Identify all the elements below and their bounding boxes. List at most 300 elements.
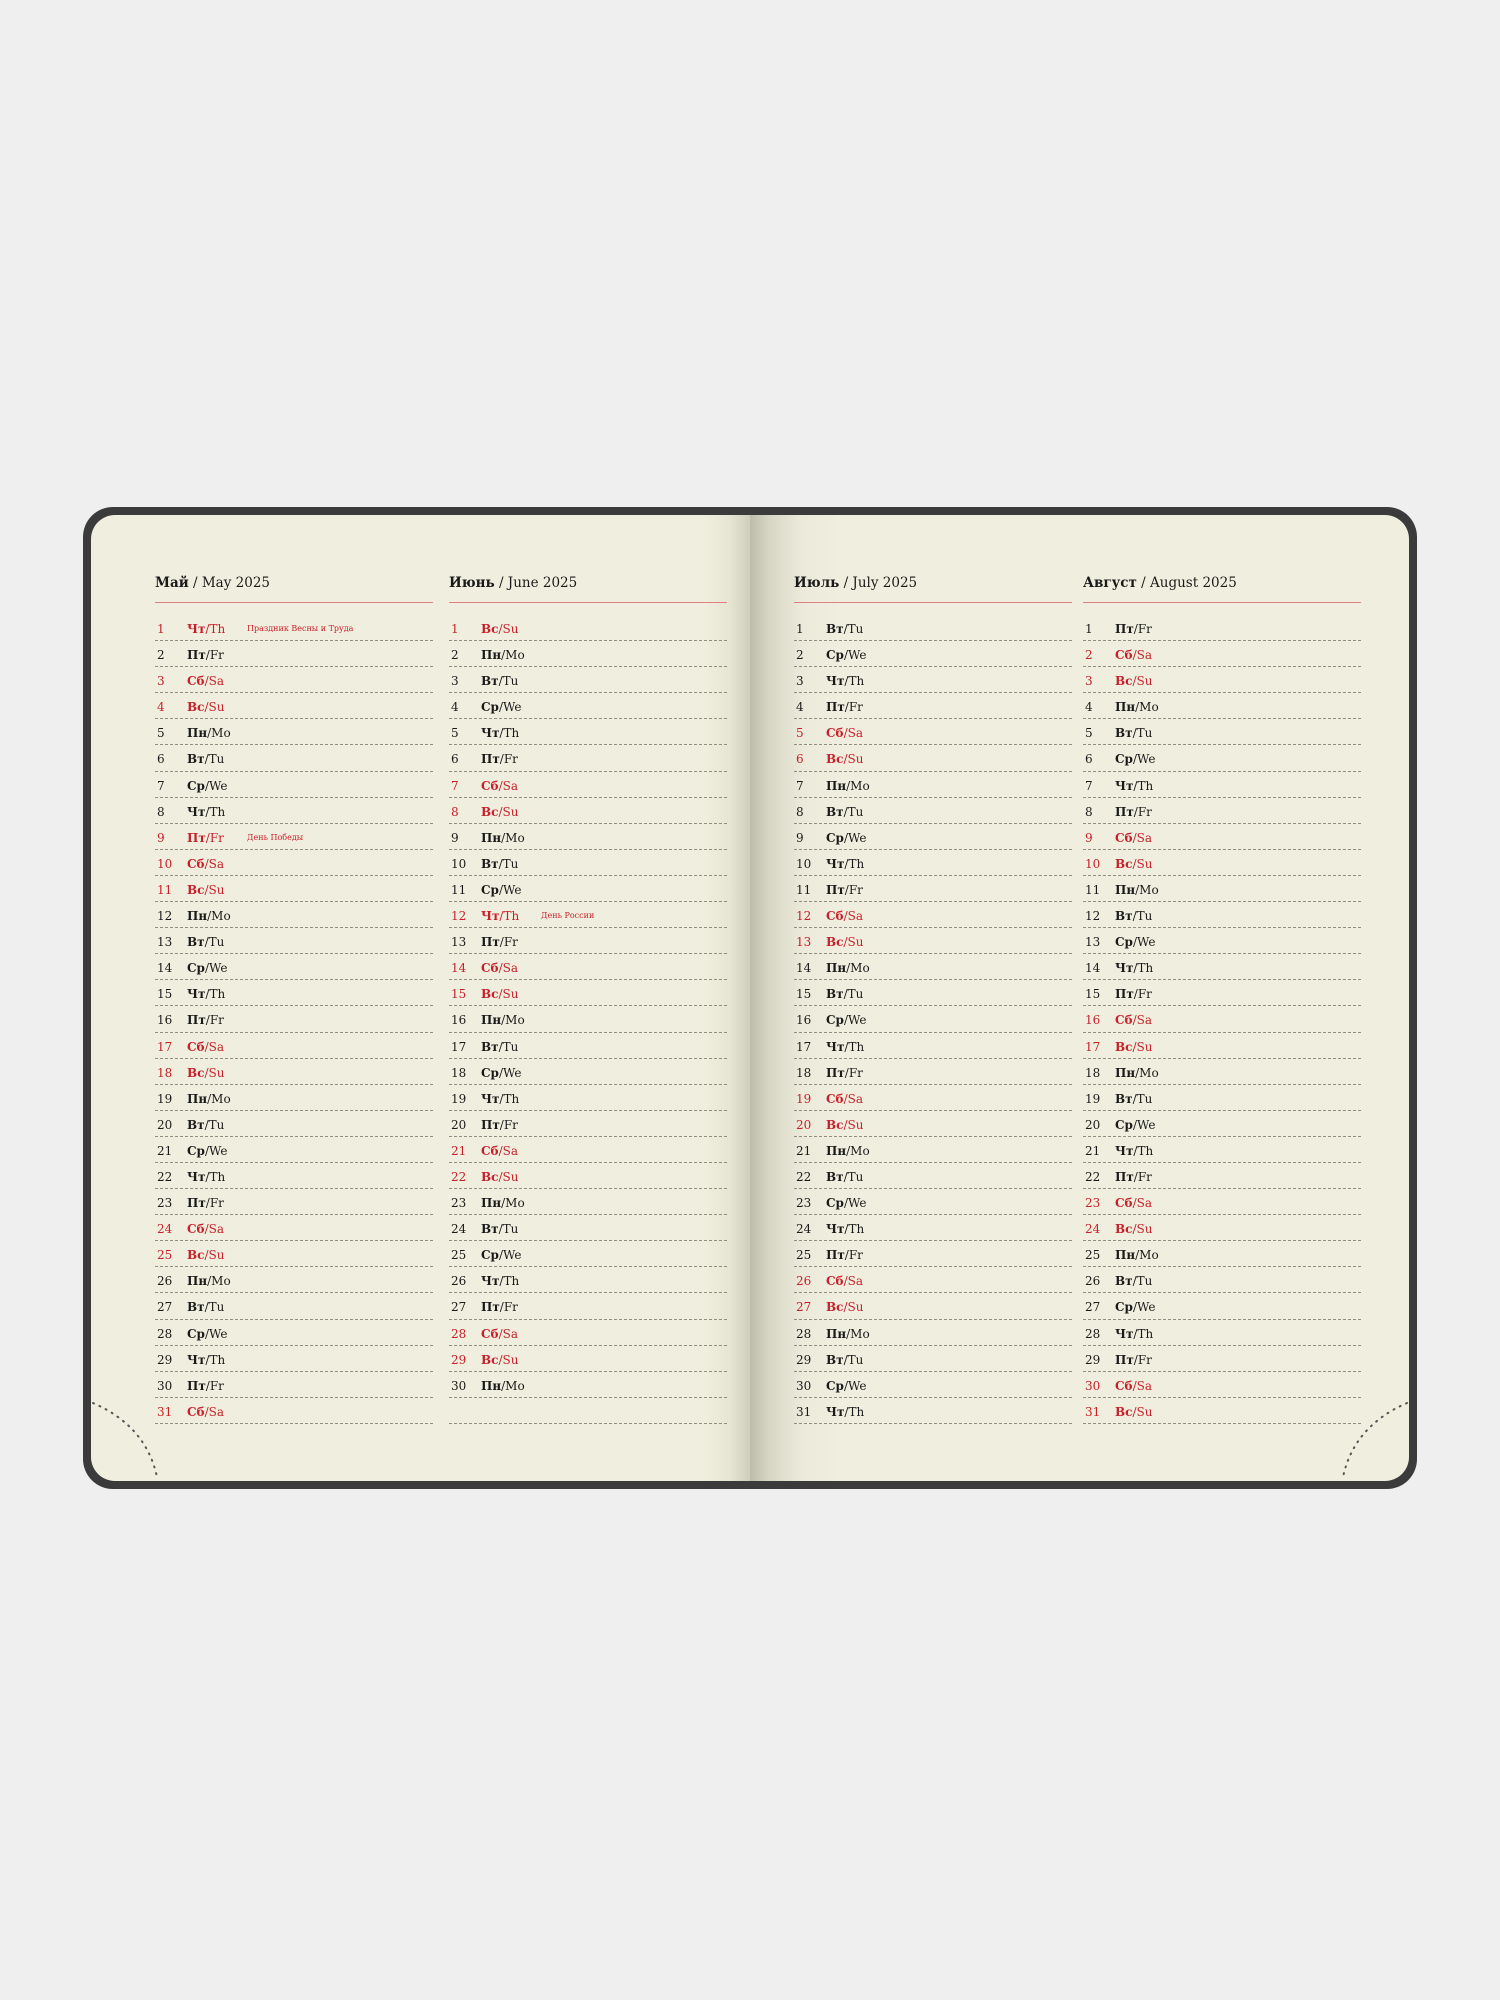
- weekday-label: [481, 987, 518, 1001]
- weekday-en: /Su: [1132, 1039, 1153, 1054]
- day-row: [1083, 772, 1361, 798]
- day-number: 24: [157, 1222, 173, 1237]
- day-row: [1083, 1085, 1361, 1111]
- day-row: [155, 850, 433, 876]
- day-row: [155, 772, 433, 798]
- weekday-ru: Вс: [1115, 856, 1133, 871]
- weekday-ru: Сб: [187, 856, 205, 871]
- weekday-ru: Ср: [1115, 1117, 1133, 1132]
- weekday-en: /Mo: [501, 1013, 525, 1028]
- weekday-label: [826, 1327, 870, 1341]
- weekday-label: [481, 805, 518, 819]
- weekday-ru: Пт: [826, 1248, 845, 1263]
- day-number: 3: [1085, 674, 1093, 689]
- month-separator: /: [188, 575, 202, 591]
- month-separator: /: [839, 575, 853, 591]
- weekday-label: [481, 1327, 518, 1341]
- weekday-label: [1115, 1300, 1155, 1314]
- weekday-en: /We: [843, 1378, 867, 1393]
- weekday-ru: Сб: [826, 1091, 844, 1106]
- weekday-ru: Вт: [826, 622, 844, 636]
- weekday-ru: Чт: [481, 909, 500, 924]
- day-number: 14: [451, 961, 467, 976]
- day-number: 20: [796, 1117, 812, 1132]
- weekday-label: [826, 961, 870, 975]
- weekday-en: /Su: [1132, 1404, 1153, 1419]
- weekday-en: /Th: [1133, 1326, 1154, 1341]
- weekday-ru: Ср: [187, 1326, 205, 1341]
- day-row: [449, 850, 727, 876]
- day-number: 19: [451, 1091, 467, 1106]
- weekday-en: /We: [204, 961, 228, 976]
- weekday-label: [1115, 831, 1152, 845]
- weekday-ru: Сб: [481, 1143, 499, 1158]
- weekday-ru: Чт: [481, 1091, 500, 1106]
- day-number: 8: [796, 804, 804, 819]
- weekday-ru: Вт: [826, 1169, 844, 1184]
- weekday-label: [481, 1222, 518, 1236]
- day-row: [155, 745, 433, 771]
- weekday-ru: Вс: [481, 987, 499, 1002]
- weekday-label: [826, 726, 863, 740]
- weekday-en: /Tu: [1132, 1274, 1153, 1289]
- day-row: [155, 824, 433, 850]
- day-row: [449, 1189, 727, 1215]
- weekday-en: /Su: [843, 1117, 864, 1132]
- weekday-ru: Сб: [187, 1404, 205, 1419]
- day-row: [449, 928, 727, 954]
- day-row: [1083, 667, 1361, 693]
- weekday-label: [481, 1170, 518, 1184]
- weekday-label: [1115, 857, 1152, 871]
- weekday-en: /Th: [205, 1169, 226, 1184]
- day-number: 12: [796, 909, 812, 924]
- month-name-ru: Август: [1083, 575, 1137, 591]
- day-number: 7: [451, 778, 459, 793]
- weekday-ru: Вс: [826, 1117, 844, 1132]
- weekday-ru: Сб: [481, 1326, 499, 1341]
- day-number: 11: [157, 882, 173, 897]
- weekday-en: /We: [498, 1248, 522, 1263]
- day-number: 29: [451, 1352, 467, 1367]
- weekday-en: /Su: [1132, 1222, 1153, 1237]
- weekday-label: [481, 648, 525, 662]
- weekday-label: [481, 961, 518, 975]
- day-row: [449, 954, 727, 980]
- weekday-en: /We: [843, 830, 867, 845]
- weekday-ru: Ср: [826, 830, 844, 845]
- day-row: [155, 1293, 433, 1319]
- day-row: [155, 641, 433, 667]
- weekday-label: [481, 1092, 519, 1106]
- day-number: 22: [1085, 1169, 1101, 1184]
- day-row: [449, 1398, 727, 1424]
- day-row: [449, 1215, 727, 1241]
- weekday-en: /Fr: [499, 1300, 518, 1315]
- weekday-label: [826, 857, 864, 871]
- day-row: [155, 719, 433, 745]
- weekday-ru: Ср: [1115, 752, 1133, 767]
- day-number: 6: [1085, 752, 1093, 767]
- weekday-label: [481, 857, 518, 871]
- weekday-ru: Чт: [826, 1404, 845, 1419]
- weekday-label: [187, 726, 231, 740]
- day-row: [155, 1189, 433, 1215]
- weekday-label: [826, 1405, 864, 1419]
- weekday-ru: Сб: [1115, 1013, 1133, 1028]
- day-row: [155, 980, 433, 1006]
- weekday-en: /Fr: [844, 1248, 863, 1263]
- day-row: [1083, 745, 1361, 771]
- weekday-en: /Mo: [1135, 1065, 1159, 1080]
- weekday-ru: Сб: [1115, 1196, 1133, 1211]
- weekday-label: [826, 648, 866, 662]
- weekday-label: [187, 1196, 224, 1210]
- weekday-en: /Tu: [843, 622, 864, 636]
- weekday-en: /Sa: [843, 1274, 863, 1289]
- weekday-ru: Пт: [187, 648, 206, 663]
- weekday-ru: Ср: [481, 1248, 499, 1263]
- day-number: 20: [1085, 1117, 1101, 1132]
- weekday-en: /Mo: [846, 1143, 870, 1158]
- month-name-ru: Июнь: [449, 575, 495, 591]
- day-row: [155, 798, 433, 824]
- day-row: [449, 1085, 727, 1111]
- day-number: 10: [157, 856, 173, 871]
- weekday-ru: Пт: [1115, 1169, 1134, 1184]
- weekday-label: [1115, 961, 1153, 975]
- weekday-en: /We: [843, 1013, 867, 1028]
- weekday-ru: Сб: [1115, 830, 1133, 845]
- weekday-en: /Mo: [846, 778, 870, 793]
- weekday-en: /Tu: [843, 987, 864, 1002]
- day-row: [1083, 1267, 1361, 1293]
- month-header: [794, 567, 1072, 603]
- weekday-ru: Вс: [826, 935, 844, 950]
- weekday-en: /We: [204, 778, 228, 793]
- day-number: 9: [796, 830, 804, 845]
- day-number: 23: [796, 1196, 812, 1211]
- weekday-en: /We: [498, 1065, 522, 1080]
- day-number: 5: [796, 726, 804, 741]
- weekday-ru: Ср: [826, 1378, 844, 1393]
- day-row: [794, 1059, 1072, 1085]
- weekday-label: [1115, 1248, 1159, 1262]
- weekday-label: [1115, 1013, 1152, 1027]
- weekday-ru: Пн: [481, 830, 502, 845]
- day-number: 3: [796, 674, 804, 689]
- weekday-label: [1115, 1353, 1152, 1367]
- planner-book: [83, 507, 1417, 1489]
- weekday-ru: Пн: [187, 726, 208, 741]
- day-list: [155, 615, 433, 1424]
- day-row: [1083, 850, 1361, 876]
- day-number: 25: [1085, 1248, 1101, 1263]
- weekday-ru: Пт: [1115, 987, 1134, 1002]
- day-number: 27: [451, 1300, 467, 1315]
- day-row: [449, 824, 727, 850]
- day-list: [794, 615, 1072, 1424]
- day-row: [1083, 1006, 1361, 1032]
- weekday-en: /Sa: [204, 1222, 224, 1237]
- month-name-ru: Июль: [794, 575, 840, 591]
- weekday-label: [481, 935, 518, 949]
- weekday-en: /Th: [499, 1274, 520, 1289]
- day-list: [1083, 615, 1361, 1424]
- holiday-label: Праздник Весны и Труда: [247, 624, 354, 633]
- day-row: [794, 1293, 1072, 1319]
- day-number: 29: [1085, 1352, 1101, 1367]
- corner-dots-right: [1329, 1401, 1409, 1481]
- day-number: 2: [157, 648, 165, 663]
- weekday-label: [1115, 1327, 1153, 1341]
- day-row: [155, 902, 433, 928]
- day-row: [794, 954, 1072, 980]
- day-row: [794, 1189, 1072, 1215]
- weekday-ru: Пт: [481, 1300, 500, 1315]
- weekday-en: /Mo: [1135, 700, 1159, 715]
- weekday-en: /Sa: [1132, 648, 1152, 663]
- weekday-label: [826, 1040, 864, 1054]
- weekday-en: /Fr: [1133, 622, 1152, 636]
- weekday-en: /Fr: [205, 1196, 224, 1211]
- weekday-en: /Tu: [204, 1300, 225, 1315]
- day-number: 24: [1085, 1222, 1101, 1237]
- weekday-ru: Пн: [826, 961, 847, 976]
- weekday-ru: Чт: [187, 1169, 206, 1184]
- weekday-ru: Сб: [826, 909, 844, 924]
- day-number: 7: [157, 778, 165, 793]
- day-number: 5: [1085, 726, 1093, 741]
- weekday-ru: Чт: [187, 804, 206, 819]
- weekday-en: /Su: [1132, 856, 1153, 871]
- weekday-label: [826, 935, 863, 949]
- day-number: 26: [796, 1274, 812, 1289]
- weekday-en: /Th: [205, 804, 226, 819]
- weekday-ru: Сб: [826, 726, 844, 741]
- day-number: 12: [451, 909, 467, 924]
- weekday-en: /Fr: [499, 752, 518, 767]
- weekday-label: [826, 1196, 866, 1210]
- weekday-en: /Th: [205, 987, 226, 1002]
- month-name-en: July 2025: [852, 575, 918, 591]
- weekday-label: [187, 935, 224, 949]
- day-row: [1083, 693, 1361, 719]
- day-row: [794, 1111, 1072, 1137]
- weekday-ru: Чт: [1115, 961, 1134, 976]
- day-number: 7: [1085, 778, 1093, 793]
- day-number: 16: [1085, 1013, 1101, 1028]
- day-row: [1083, 902, 1361, 928]
- weekday-label: [826, 1248, 863, 1262]
- day-number: 26: [157, 1274, 173, 1289]
- day-row: [1083, 1293, 1361, 1319]
- weekday-en: /Sa: [498, 1143, 518, 1158]
- weekday-label: [187, 779, 227, 793]
- weekday-en: /Fr: [844, 882, 863, 897]
- weekday-label: [187, 622, 225, 636]
- day-number: 15: [451, 987, 467, 1002]
- day-row: [449, 1006, 727, 1032]
- day-number: 15: [796, 987, 812, 1002]
- right-page: [750, 515, 1409, 1481]
- weekday-label: [187, 1222, 224, 1236]
- weekday-en: /Su: [1132, 674, 1153, 689]
- weekday-en: /Su: [843, 1300, 864, 1315]
- weekday-en: /Th: [844, 1039, 865, 1054]
- weekday-en: /We: [1132, 1117, 1156, 1132]
- weekday-label: [187, 1327, 227, 1341]
- weekday-en: /Th: [1133, 961, 1154, 976]
- day-number: 3: [157, 674, 165, 689]
- weekday-ru: Вт: [1115, 1091, 1133, 1106]
- day-number: 30: [1085, 1378, 1101, 1393]
- weekday-label: [826, 1066, 863, 1080]
- day-number: 22: [796, 1169, 812, 1184]
- weekday-ru: Чт: [826, 1222, 845, 1237]
- weekday-ru: Сб: [1115, 1378, 1133, 1393]
- day-number: 5: [157, 726, 165, 741]
- weekday-ru: Вс: [481, 804, 499, 819]
- weekday-label: [826, 1379, 866, 1393]
- day-row: [155, 667, 433, 693]
- weekday-ru: Сб: [481, 961, 499, 976]
- month-separator: /: [494, 575, 508, 591]
- weekday-en: /We: [843, 1196, 867, 1211]
- weekday-label: [481, 622, 518, 636]
- weekday-ru: Чт: [187, 987, 206, 1002]
- day-number: 11: [451, 882, 467, 897]
- weekday-ru: Сб: [1115, 648, 1133, 663]
- day-number: 20: [157, 1117, 173, 1132]
- weekday-en: /Th: [844, 1222, 865, 1237]
- weekday-en: /Mo: [501, 1196, 525, 1211]
- day-row: [794, 1320, 1072, 1346]
- weekday-en: /Sa: [843, 909, 863, 924]
- day-row: [155, 1033, 433, 1059]
- weekday-en: /Fr: [205, 1013, 224, 1028]
- weekday-label: [481, 726, 519, 740]
- weekday-ru: Ср: [481, 1065, 499, 1080]
- day-number: 17: [157, 1039, 173, 1054]
- weekday-en: /Su: [498, 622, 519, 636]
- day-number: 27: [796, 1300, 812, 1315]
- day-number: 23: [157, 1196, 173, 1211]
- day-row: [794, 1346, 1072, 1372]
- month-column-may: [155, 567, 433, 1424]
- weekday-ru: Пт: [187, 1013, 206, 1028]
- weekday-en: /Tu: [204, 935, 225, 950]
- day-row: [794, 980, 1072, 1006]
- weekday-ru: Вс: [826, 752, 844, 767]
- weekday-ru: Вс: [1115, 674, 1133, 689]
- weekday-label: [1115, 1405, 1152, 1419]
- weekday-en: /Su: [204, 1248, 225, 1263]
- day-row: [449, 615, 727, 641]
- weekday-en: /Mo: [207, 1091, 231, 1106]
- day-number: 10: [1085, 856, 1101, 871]
- weekday-label: [826, 909, 863, 923]
- weekday-label: [1115, 1222, 1152, 1236]
- day-number: 17: [796, 1039, 812, 1054]
- weekday-ru: Сб: [826, 1274, 844, 1289]
- day-number: 15: [157, 987, 173, 1002]
- weekday-ru: Вт: [1115, 909, 1133, 924]
- weekday-ru: Вт: [826, 804, 844, 819]
- day-number: 11: [1085, 882, 1101, 897]
- weekday-ru: Сб: [187, 1039, 205, 1054]
- day-number: 1: [157, 622, 165, 636]
- day-number: 13: [1085, 935, 1101, 950]
- weekday-en: /We: [204, 1326, 228, 1341]
- day-row: [794, 1372, 1072, 1398]
- day-row: [155, 615, 433, 641]
- weekday-label: [481, 1353, 518, 1367]
- day-row: [449, 1111, 727, 1137]
- weekday-en: /Mo: [207, 726, 231, 741]
- day-row: [1083, 641, 1361, 667]
- weekday-label: [1115, 805, 1152, 819]
- weekday-en: /Th: [1133, 1143, 1154, 1158]
- day-number: 2: [796, 648, 804, 663]
- weekday-en: /Su: [498, 1352, 519, 1367]
- weekday-label: [481, 1144, 518, 1158]
- weekday-label: [187, 1144, 227, 1158]
- weekday-label: [826, 752, 863, 766]
- weekday-label: [826, 883, 863, 897]
- day-row: [449, 1267, 727, 1293]
- weekday-en: /Fr: [1133, 987, 1152, 1002]
- day-row: [449, 1293, 727, 1319]
- weekday-label: [187, 987, 225, 1001]
- weekday-ru: Сб: [481, 778, 499, 793]
- weekday-label: [481, 1118, 518, 1132]
- weekday-en: /Su: [204, 882, 225, 897]
- weekday-label: [1115, 648, 1152, 662]
- weekday-en: /Sa: [204, 1404, 224, 1419]
- day-row: [155, 954, 433, 980]
- day-number: 21: [157, 1143, 173, 1158]
- weekday-label: [187, 1248, 224, 1262]
- day-number: 24: [796, 1222, 812, 1237]
- month-name-en: August 2025: [1150, 575, 1237, 591]
- day-row: [155, 928, 433, 954]
- weekday-en: /Sa: [204, 856, 224, 871]
- day-row: [1083, 954, 1361, 980]
- weekday-label: [1115, 935, 1155, 949]
- day-number: 9: [157, 830, 165, 845]
- weekday-ru: Чт: [481, 726, 500, 741]
- weekday-en: /We: [843, 648, 867, 663]
- day-number: 23: [451, 1196, 467, 1211]
- day-number: 5: [451, 726, 459, 741]
- day-row: [794, 1215, 1072, 1241]
- weekday-label: [187, 883, 224, 897]
- weekday-label: [1115, 1144, 1153, 1158]
- weekday-en: /Mo: [1135, 1248, 1159, 1263]
- weekday-ru: Вт: [481, 1222, 499, 1237]
- weekday-ru: Вс: [187, 1248, 205, 1263]
- day-row: [449, 1033, 727, 1059]
- weekday-label: [187, 1274, 231, 1288]
- left-page: [91, 515, 750, 1481]
- day-number: 21: [796, 1143, 812, 1158]
- weekday-ru: Чт: [1115, 1326, 1134, 1341]
- weekday-en: /Fr: [205, 830, 224, 845]
- day-row: [449, 1241, 727, 1267]
- weekday-label: [481, 1300, 518, 1314]
- day-number: 14: [157, 961, 173, 976]
